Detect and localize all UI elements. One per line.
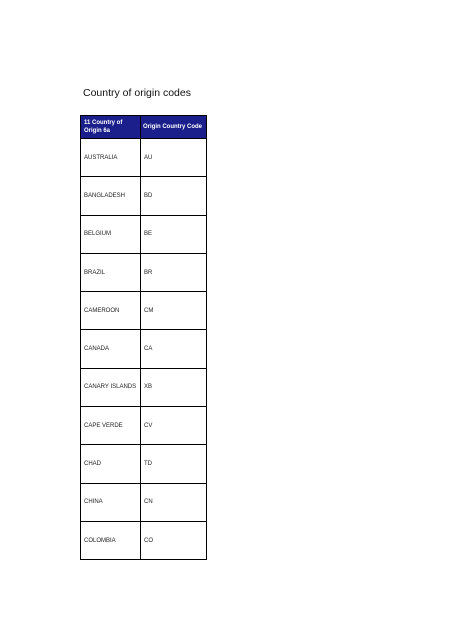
table-row — [81, 521, 207, 559]
table-row — [81, 368, 207, 406]
page-title: Country of origin codes — [83, 87, 191, 99]
country-code-cell: AU — [141, 139, 207, 177]
country-name-cell: AUSTRALIA — [81, 139, 141, 177]
table-row — [81, 445, 207, 483]
country-name-cell: CANADA — [81, 330, 141, 368]
country-name-cell: CANARY ISLANDS — [81, 368, 141, 406]
country-code-cell: XB — [141, 368, 207, 406]
country-code-cell: CM — [141, 292, 207, 330]
country-code-cell: BD — [141, 177, 207, 215]
country-name-cell: BANGLADESH — [81, 177, 141, 215]
country-name-cell: CHAD — [81, 445, 141, 483]
country-code-cell: CA — [141, 330, 207, 368]
country-name-cell: CHINA — [81, 483, 141, 521]
country-code-cell: CV — [141, 407, 207, 445]
table-header — [81, 116, 207, 139]
table-row — [81, 407, 207, 445]
country-name-cell: CAMEROON — [81, 292, 141, 330]
header-origin-country-code: Origin Country Code — [141, 116, 207, 139]
country-code-cell: BE — [141, 215, 207, 253]
table-row — [81, 139, 207, 177]
country-code-cell: CO — [141, 521, 207, 559]
table-row — [81, 292, 207, 330]
header-row — [81, 116, 207, 139]
country-name-cell: CAPE VERDE — [81, 407, 141, 445]
table-body — [81, 139, 207, 560]
country-code-cell: BR — [141, 253, 207, 291]
country-code-cell: TD — [141, 445, 207, 483]
country-name-cell: BRAZIL — [81, 253, 141, 291]
country-name-cell: COLOMBIA — [81, 521, 141, 559]
country-code-cell: CN — [141, 483, 207, 521]
country-name-cell: BELGIUM — [81, 215, 141, 253]
table-row — [81, 330, 207, 368]
table-row — [81, 215, 207, 253]
table-row — [81, 177, 207, 215]
country-code-table — [80, 115, 207, 560]
table-row — [81, 483, 207, 521]
header-country-of-origin: 11 Country of Origin 6a — [81, 116, 141, 139]
table-row — [81, 253, 207, 291]
